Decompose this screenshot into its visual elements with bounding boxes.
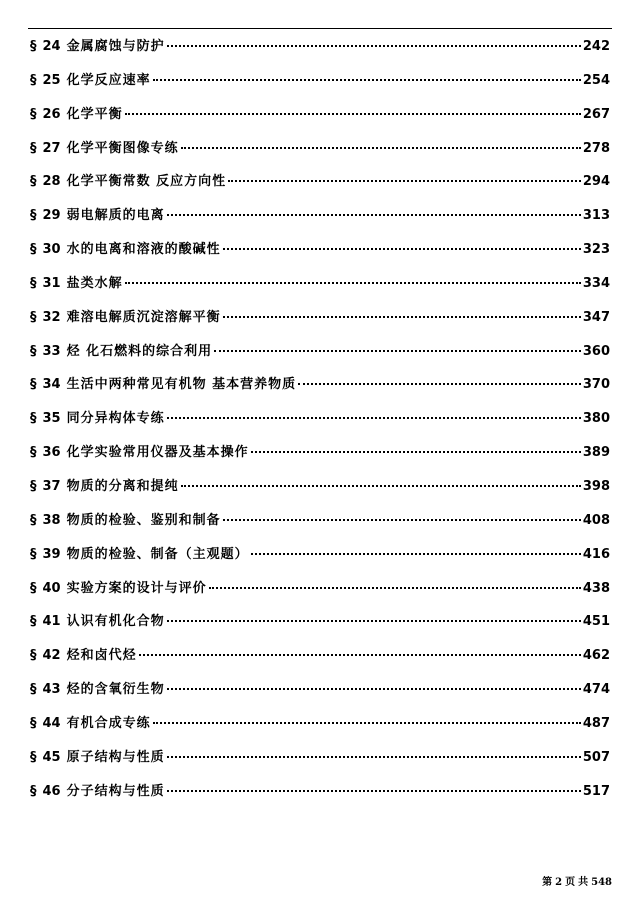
page-number: 462	[582, 648, 610, 664]
section-title: 有机合成专练	[66, 715, 151, 731]
section-number: 25	[42, 72, 61, 88]
section-number: 24	[42, 39, 61, 54]
section-title: 难溶电解质沉淀溶解平衡	[66, 309, 221, 325]
section-sign: §	[30, 208, 37, 224]
section-title: 分子结构与性质	[66, 783, 165, 799]
page-number: 347	[582, 309, 610, 325]
page-number: 360	[582, 343, 610, 359]
section-number: 34	[42, 377, 61, 393]
page-number: 313	[582, 208, 610, 224]
dot-leader	[223, 519, 581, 521]
section-number: 45	[42, 749, 61, 765]
page-number: 323	[582, 242, 610, 258]
section-sign: §	[30, 715, 37, 731]
dot-leader	[209, 587, 581, 589]
section-sign: §	[30, 242, 37, 258]
toc-entry[interactable]	[30, 775, 610, 809]
dot-leader	[139, 654, 581, 656]
section-number: 26	[42, 106, 61, 122]
section-title: 盐类水解	[66, 275, 123, 291]
dot-leader	[228, 180, 581, 182]
section-sign: §	[30, 512, 37, 528]
toc-entry[interactable]	[30, 538, 610, 572]
section-title: 烃 化石燃料的综合利用	[66, 343, 213, 359]
section-title: 认识有机化合物	[66, 614, 165, 630]
page-number: 242	[582, 39, 610, 54]
page-number: 517	[582, 783, 610, 799]
dot-leader	[167, 756, 581, 758]
section-sign: §	[30, 682, 37, 698]
dot-leader	[167, 688, 581, 690]
toc-entry[interactable]	[30, 368, 610, 402]
dot-leader	[125, 113, 581, 115]
section-title: 化学平衡	[66, 106, 123, 122]
dot-leader	[214, 350, 581, 352]
dot-leader	[153, 79, 581, 81]
page-footer	[539, 873, 612, 888]
page-number: 438	[582, 580, 610, 596]
section-sign: §	[30, 174, 37, 190]
toc-entry[interactable]	[30, 301, 610, 335]
page-number: 487	[582, 715, 610, 731]
toc-entry[interactable]	[30, 639, 610, 673]
dot-leader	[167, 417, 581, 419]
dot-leader	[125, 282, 581, 284]
dot-leader	[167, 790, 581, 792]
page-number: 474	[582, 682, 610, 698]
section-number: 32	[42, 309, 61, 325]
section-title: 物质的分离和提纯	[66, 478, 179, 494]
page-number: 370	[582, 377, 610, 393]
footer-total-pages: 548	[591, 877, 612, 888]
footer-label-total: 共	[578, 877, 589, 888]
section-number: 41	[42, 614, 61, 630]
dot-leader	[181, 485, 581, 487]
footer-label-page: 第	[542, 877, 553, 888]
section-title: 同分异构体专练	[66, 411, 165, 427]
page-number: 451	[582, 614, 610, 630]
section-title: 金属腐蚀与防护	[66, 39, 165, 54]
section-sign: §	[30, 39, 37, 54]
section-number: 42	[42, 648, 61, 664]
section-sign: §	[30, 411, 37, 427]
section-number: 33	[42, 343, 61, 359]
section-number: 39	[42, 546, 61, 562]
toc-entry[interactable]	[30, 673, 610, 707]
dot-leader	[167, 620, 581, 622]
section-title: 烃和卤代烃	[66, 648, 137, 664]
toc-entry[interactable]	[30, 605, 610, 639]
toc-entry[interactable]	[30, 335, 610, 369]
section-sign: §	[30, 478, 37, 494]
page-number: 380	[582, 411, 610, 427]
section-number: 36	[42, 445, 61, 461]
section-title: 生活中两种常见有机物 基本营养物质	[66, 377, 297, 393]
page-number: 408	[582, 512, 610, 528]
section-sign: §	[30, 580, 37, 596]
page-number: 334	[582, 275, 610, 291]
section-number: 28	[42, 174, 61, 190]
section-number: 46	[42, 783, 61, 799]
section-number: 40	[42, 580, 61, 596]
section-sign: §	[30, 783, 37, 799]
toc-entry[interactable]	[30, 98, 610, 132]
section-sign: §	[30, 648, 37, 664]
section-title: 化学反应速率	[66, 72, 151, 88]
dot-leader	[298, 383, 581, 385]
section-number: 29	[42, 208, 61, 224]
section-sign: §	[30, 546, 37, 562]
section-sign: §	[30, 72, 37, 88]
dot-leader	[181, 147, 581, 149]
section-title: 烃的含氧衍生物	[66, 682, 165, 698]
footer-label-mid: 页	[565, 877, 576, 888]
dot-leader	[251, 451, 581, 453]
section-number: 37	[42, 478, 61, 494]
footer-current-page: 2	[555, 877, 563, 888]
section-number: 43	[42, 682, 61, 698]
page-number: 507	[582, 749, 610, 765]
toc-entry[interactable]	[30, 165, 610, 199]
page-number: 389	[582, 445, 610, 461]
section-number: 35	[42, 411, 61, 427]
page-number: 398	[582, 478, 610, 494]
dot-leader	[153, 722, 581, 724]
page-number: 254	[582, 72, 610, 88]
section-number: 44	[42, 715, 61, 731]
toc-entry[interactable]	[30, 30, 610, 64]
section-title: 化学平衡常数 反应方向性	[66, 174, 227, 190]
section-title: 弱电解质的电离	[66, 208, 165, 224]
section-sign: §	[30, 106, 37, 122]
page-number: 416	[582, 546, 610, 562]
toc-entry[interactable]	[30, 64, 610, 98]
section-sign: §	[30, 614, 37, 630]
toc-entry[interactable]	[30, 707, 610, 741]
section-title: 原子结构与性质	[66, 749, 165, 765]
section-sign: §	[30, 377, 37, 393]
dot-leader	[167, 214, 581, 216]
page-number: 294	[582, 174, 610, 190]
dot-leader	[251, 553, 581, 555]
toc-entry[interactable]	[30, 741, 610, 775]
page-number: 267	[582, 106, 610, 122]
toc-entry[interactable]	[30, 267, 610, 301]
table-of-contents	[30, 29, 610, 808]
section-title: 物质的检验、鉴别和制备	[66, 512, 221, 528]
section-number: 27	[42, 140, 61, 156]
section-title: 物质的检验、制备（主观题）	[66, 546, 249, 562]
section-sign: §	[30, 343, 37, 359]
dot-leader	[223, 248, 581, 250]
section-sign: §	[30, 275, 37, 291]
section-title: 水的电离和溶液的酸碱性	[66, 242, 221, 258]
section-title: 实验方案的设计与评价	[66, 580, 207, 596]
section-sign: §	[30, 309, 37, 325]
toc-entry[interactable]	[30, 470, 610, 504]
section-sign: §	[30, 749, 37, 765]
toc-entry[interactable]	[30, 436, 610, 470]
toc-entry[interactable]	[30, 504, 610, 538]
toc-entry[interactable]	[30, 402, 610, 436]
page-number: 278	[582, 140, 610, 156]
section-title: 化学平衡图像专练	[66, 140, 179, 156]
section-number: 38	[42, 512, 61, 528]
dot-leader	[167, 45, 581, 47]
section-title: 化学实验常用仪器及基本操作	[66, 445, 249, 461]
section-number: 31	[42, 275, 61, 291]
toc-entry[interactable]	[30, 132, 610, 166]
toc-entry[interactable]	[30, 572, 610, 606]
section-sign: §	[30, 445, 37, 461]
section-number: 30	[42, 242, 61, 258]
toc-entry[interactable]	[30, 233, 610, 267]
dot-leader	[223, 316, 581, 318]
toc-entry[interactable]	[30, 199, 610, 233]
section-sign: §	[30, 140, 37, 156]
